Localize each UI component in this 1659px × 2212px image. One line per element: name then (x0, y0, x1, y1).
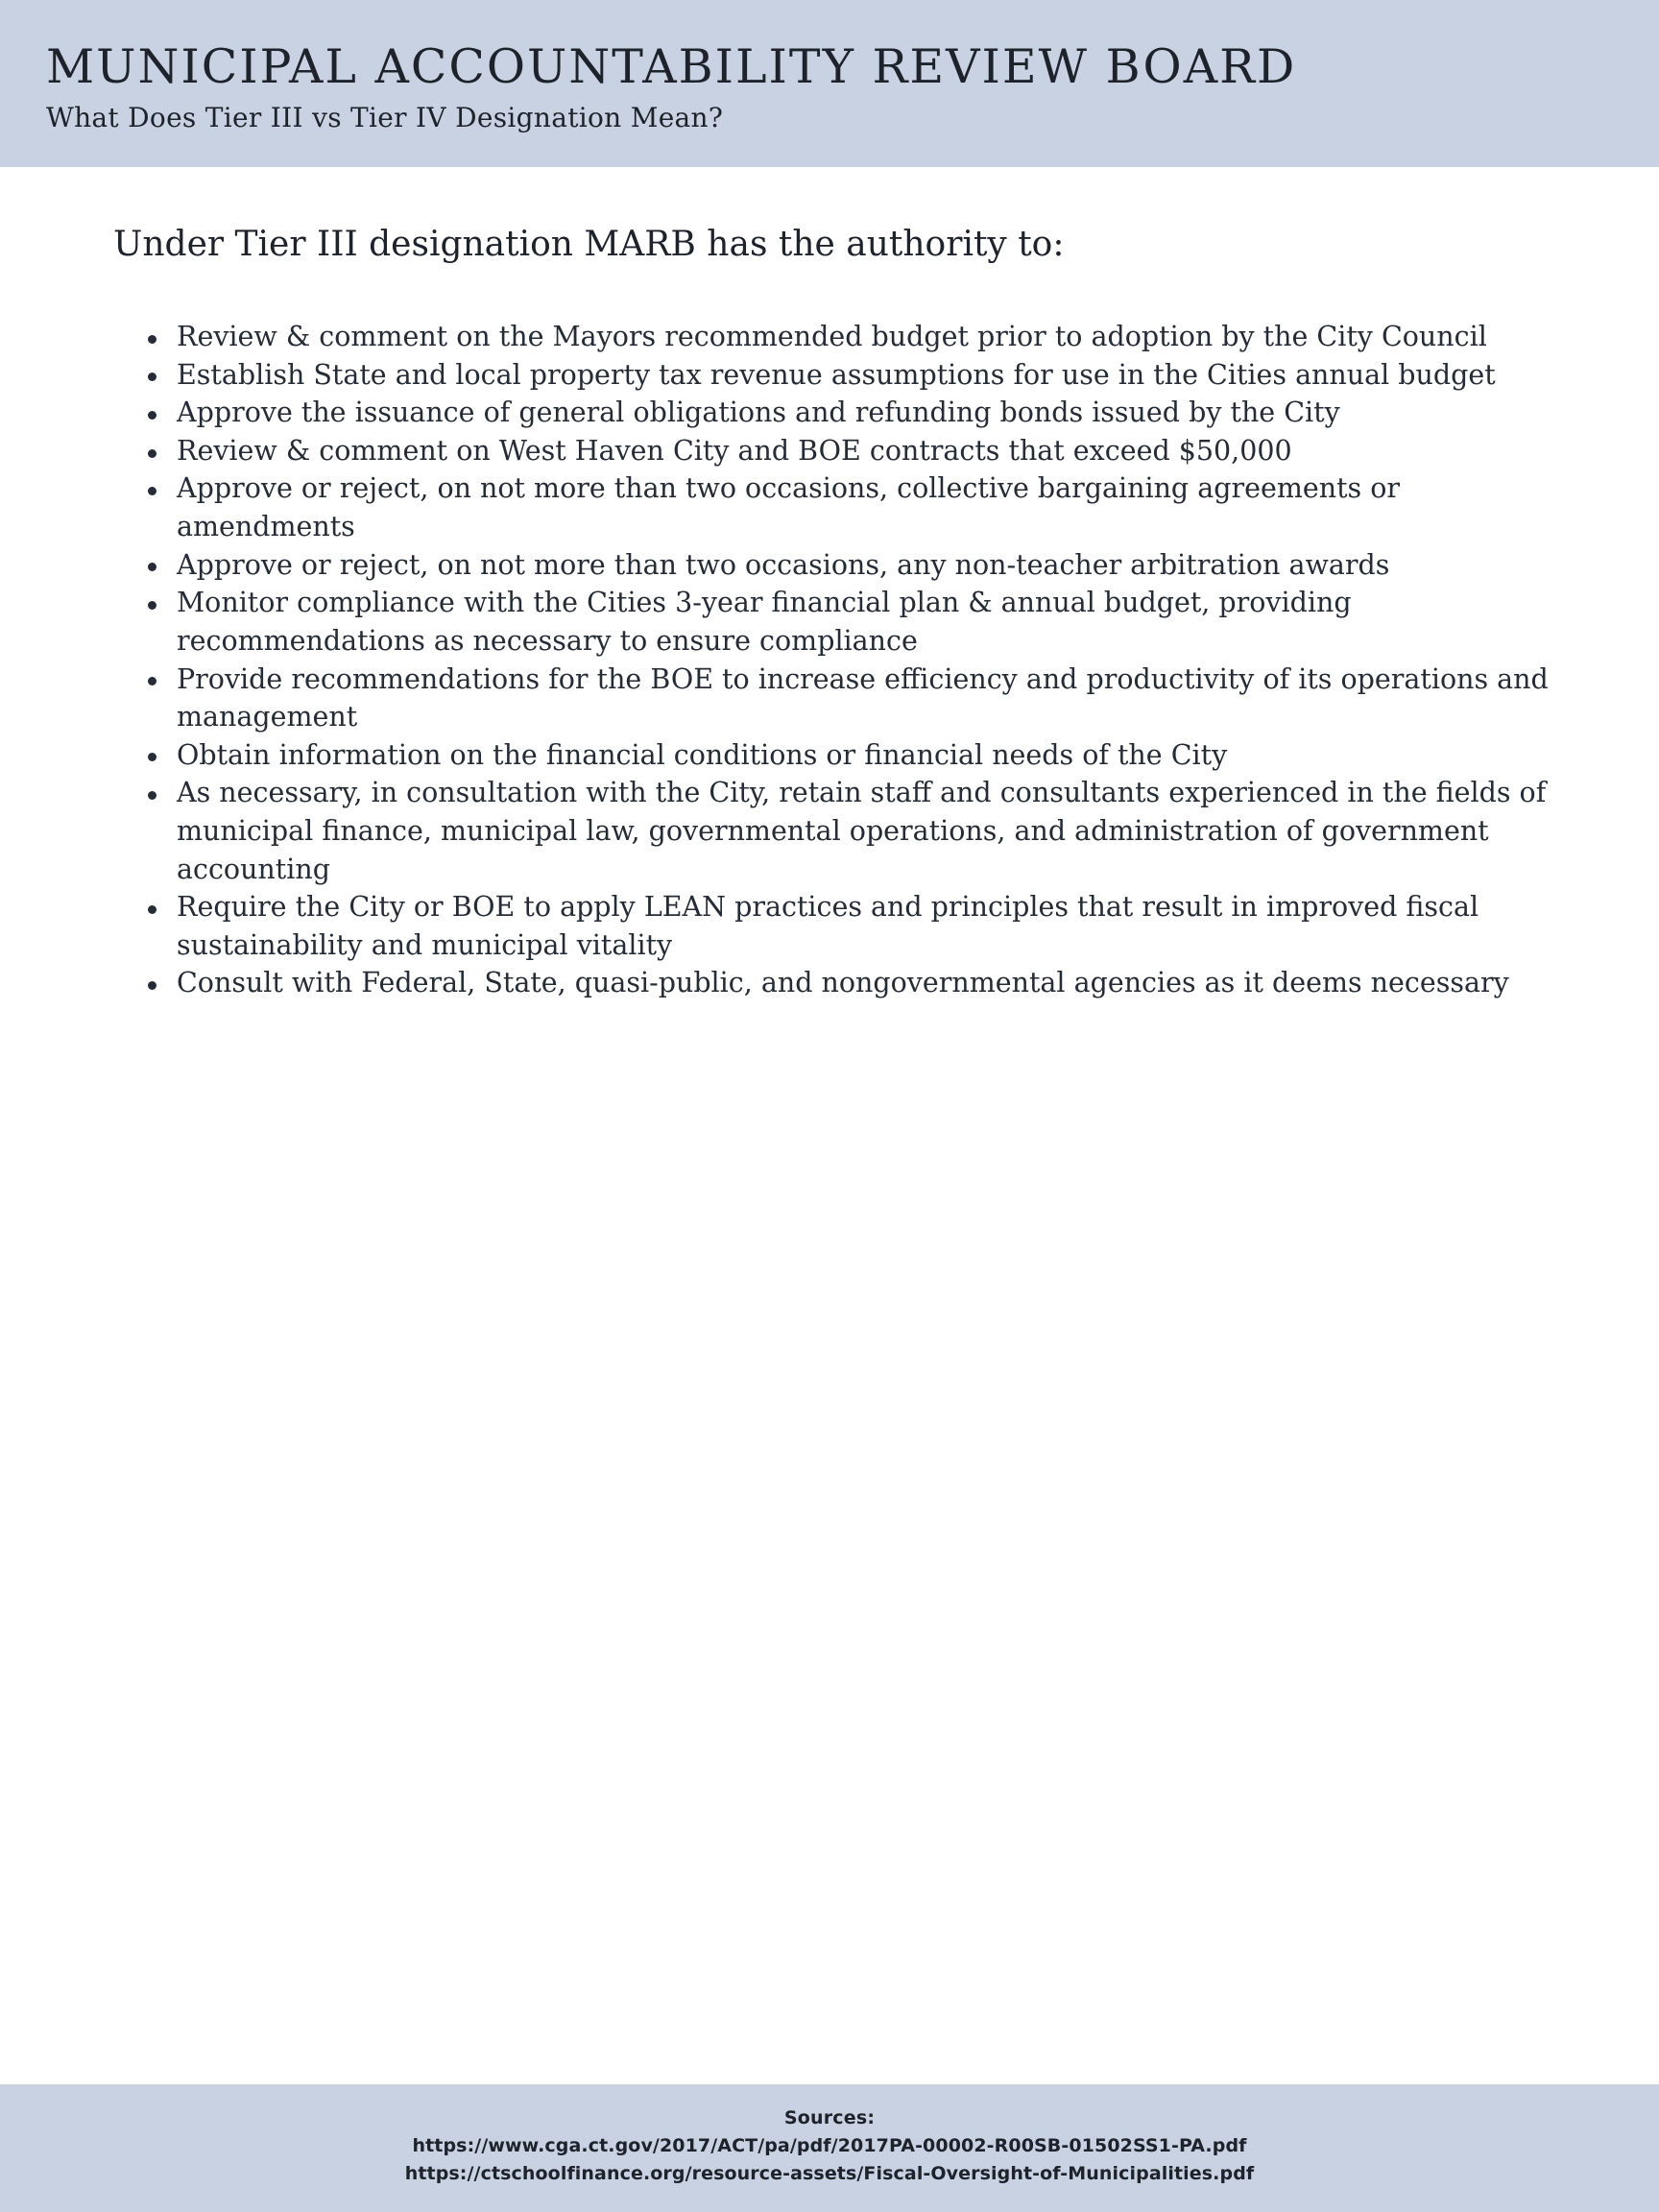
authority-list (67, 318, 1592, 1002)
bullet-dot-icon (148, 905, 156, 914)
page-title: MUNICIPAL ACCOUNTABILITY REVIEW BOARD (46, 39, 1297, 94)
list-item-text: Establish State and local property tax revenue assumptions for use in the Cities annual budget (177, 358, 1496, 391)
list-item (140, 432, 1557, 470)
list-item (140, 888, 1557, 964)
list-item-text: Approve the issuance of general obligations and refunding bonds issued by the City (177, 397, 1340, 429)
bullet-dot-icon (148, 601, 156, 610)
bullet-dot-icon (148, 411, 156, 420)
bullet-dot-icon (148, 487, 156, 495)
list-item (140, 318, 1557, 356)
bullet-dot-icon (148, 373, 156, 381)
list-item (140, 964, 1557, 1002)
list-item (140, 394, 1557, 432)
list-item (140, 469, 1557, 545)
list-item-text: Approve or reject, on not more than two occasions, collective bargaining agreements or amendments (177, 472, 1400, 543)
list-item (140, 736, 1557, 775)
list-item-text: Review & comment on the Mayors recommended budget prior to adoption by the City Council (177, 321, 1487, 353)
sources-label: Sources: (783, 2107, 876, 2129)
list-item (140, 546, 1557, 585)
document-header (0, 0, 1659, 167)
list-item-text: Monitor compliance with the Cities 3-year financial plan & annual budget, providing recommendations as necessary to ensure compliance (177, 587, 1352, 657)
list-item-text: Obtain information on the financial conditions or financial needs of the City (177, 738, 1228, 771)
document-body (0, 167, 1659, 2084)
source-link-1[interactable]: https://www.cga.ct.gov/2017/ACT/pa/pdf/2017PA-00002-R00SB-01502SS1-PA.pdf (412, 2135, 1247, 2156)
list-item-text: Require the City or BOE to apply LEAN practices and principles that result in improved fiscal sustainability and municipal vitality (177, 891, 1479, 961)
source-link-2[interactable]: https://ctschoolfinance.org/resource-assets/Fiscal-Oversight-of-Municipalities.pdf (404, 2162, 1255, 2184)
list-item-text: Approve or reject, on not more than two occasions, any non-teacher arbitration awards (177, 548, 1390, 581)
bullet-dot-icon (148, 753, 156, 761)
list-item (140, 661, 1557, 736)
list-item-text: Review & comment on West Haven City and BOE contracts that exceed $50,000 (177, 434, 1292, 467)
bullet-dot-icon (148, 449, 156, 458)
list-item-text: Consult with Federal, State, quasi-public, and nongovernmental agencies as it deems necessary (177, 967, 1509, 999)
section-heading: Under Tier III designation MARB has the authority to: (113, 225, 1065, 265)
bullet-dot-icon (148, 981, 156, 990)
list-item (140, 774, 1557, 888)
document-footer (0, 2084, 1659, 2212)
list-item-text: As necessary, in consultation with the City, retain staff and consultants experienced in the fields of municipal finance, municipal law, governmental operations, and administration of government accounting (177, 777, 1547, 885)
list-item (140, 584, 1557, 660)
bullet-dot-icon (148, 335, 156, 344)
bullet-dot-icon (148, 563, 156, 571)
page-subtitle: What Does Tier III vs Tier IV Designation Mean? (46, 102, 724, 134)
bullet-dot-icon (148, 791, 156, 800)
list-item-text: Provide recommendations for the BOE to increase efficiency and productivity of its operations and management (177, 662, 1549, 733)
list-item (140, 356, 1557, 395)
bullet-dot-icon (148, 677, 156, 685)
